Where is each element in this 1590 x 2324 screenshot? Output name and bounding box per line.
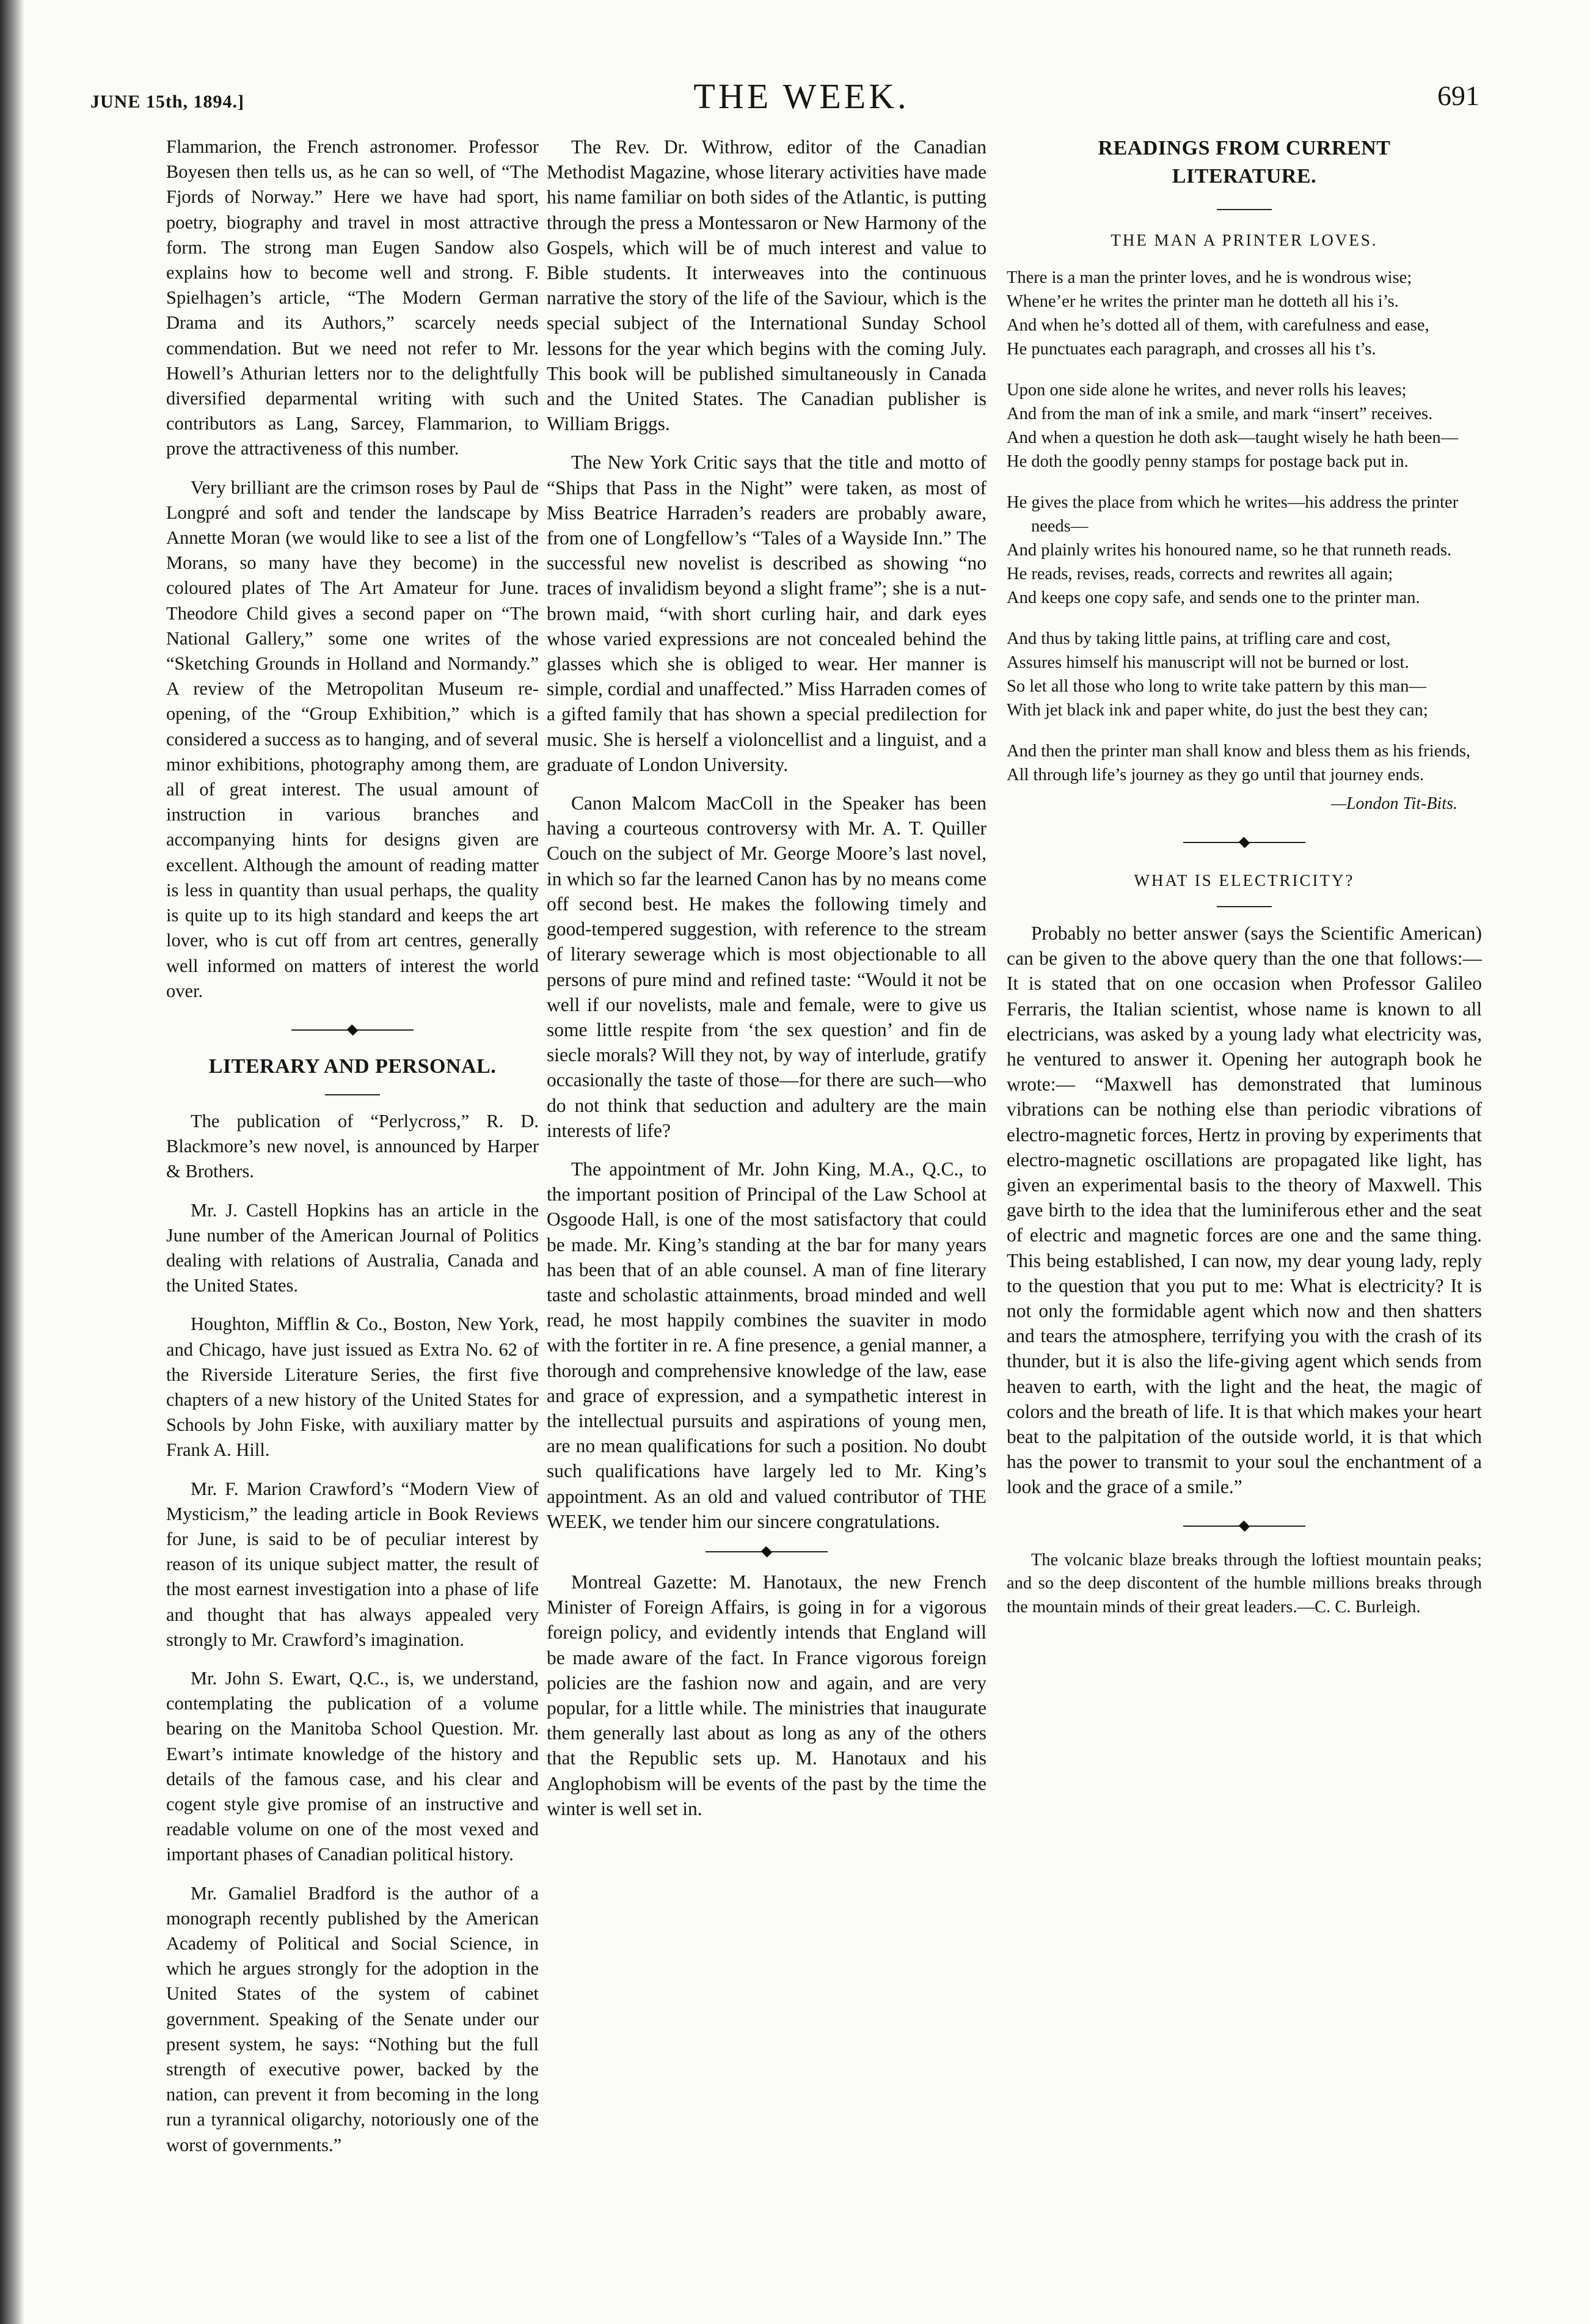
poem-line: He doth the goodly penny stamps for postage back put in. bbox=[1007, 452, 1409, 471]
section-title-readings bbox=[1007, 134, 1482, 191]
issue-date: JUNE 15th, 1894.] bbox=[90, 92, 245, 112]
news-item: The appointment of Mr. John King, M.A., Q.C., to the important position of Principal of the Law School at Osgoode Hall, is one of the most satisfactory that could be made. Mr. King’s standing at the bar for many years has been that of an able counsel. A man of fine literary taste and scholastic attainments, broad minded and well read, he most happily combines the suaviter in modo with the fortiter in re. A fine presence, a genial manner, a thorough and comprehensive knowledge of the law, ease and grace of expression, and a sympathetic interest in the intellectual pursuits and aspirations of young men, are no mean qualifications for such a position. No doubt such qualifications have largely led to Mr. King’s appointment. As an old and valued contributor of THE WEEK, we tender him our sincere congratulations. bbox=[547, 1158, 986, 1532]
news-item: Canon Malcom MacColl in the Speaker has been having a courteous controversy with Mr. A. T. Quiller Couch on the subject of Mr. George Moore’s last novel, in which so far the learned Canon has by no means come off second best. He makes the following timely and good-tempered suggestion, with reference to the stream of literary sewerage which is most objectionable to all persons of pure mind and refined taste: “Would it not be well if our novelists, male and female, were to give us some little respite from ‘the sex question’ and fin de siecle morals? Will they not, by way of interlude, gratify occasionally the taste of those—for there are such—who do not think that seduction and adultery are the main interests of life? bbox=[547, 792, 986, 1141]
poem-line: All through life’s journey as they go until that journey ends. bbox=[1007, 766, 1424, 784]
poem-stanza bbox=[1007, 627, 1482, 722]
page-number: 691 bbox=[1437, 80, 1479, 111]
poem-line: And then the printer man shall know and bless them as his friends, bbox=[1007, 742, 1471, 761]
poem-line: He reads, revises, reads, corrects and rewrites all again; bbox=[1007, 565, 1393, 583]
column-middle bbox=[547, 134, 986, 1835]
news-item: Mr. F. Marion Crawford’s “Modern View of Mysticism,” the leading article in Book Reviews for June, is said to be of peculiar interest by reason of its unique subject matter, the result of the most earnest investigation into a phase of life and thought that has always appealed very strongly to Mr. Crawford’s imagination. bbox=[166, 1478, 539, 1650]
section-divider-ornament bbox=[1007, 838, 1482, 847]
masthead-title: THE WEEK. bbox=[693, 76, 910, 116]
section-divider-ornament bbox=[547, 1548, 986, 1556]
column-left bbox=[166, 134, 539, 2171]
column-right bbox=[1007, 134, 1482, 1632]
poem-line: There is a man the printer loves, and he is wondrous wise; bbox=[1007, 268, 1412, 287]
news-item: Mr. Gamaliel Bradford is the author of a monograph recently published by the American Academy of Political and Social Science, in which he argues strongly for the adoption in the United States of the system of cabinet government. Speaking of the Senate under our present system, he says: “Nothing but the full strength of executive power, backed by the nation, can prevent it from becoming in the long run a tyrannical oligarchy, notoriously one of the worst of governments.” bbox=[166, 1882, 539, 2155]
news-item: Mr. J. Castell Hopkins has an article in the June number of the American Journal of Politics dealing with relations of Australia, Canada and the United States. bbox=[166, 1199, 539, 1296]
poem-line: And from the man of ink a smile, and mark “insert” receives. bbox=[1007, 404, 1433, 423]
poem-line: He gives the place from which he writes—his address the printer needs— bbox=[1007, 493, 1459, 536]
section-title-line: READINGS FROM CURRENT bbox=[1098, 137, 1391, 159]
news-item: Mr. John S. Ewart, Q.C., is, we understand, contemplating the publication of a volume bearing on the Manitoba School Question. Mr. Ewart’s intimate knowledge of the history and details of the famous case, and his clear and cogent style give promise of an instructive and readable volume on one of the most vexed and important phases of Canadian political history. bbox=[166, 1667, 539, 1865]
section-divider-ornament bbox=[1007, 1522, 1482, 1530]
poem-line: Whene’er he writes the printer man he dotteth all his i’s. bbox=[1007, 292, 1399, 311]
poem-stanza bbox=[1007, 739, 1482, 787]
article-paragraph: Probably no better answer (says the Scientific American) can be given to the above query than the one that follows:— It is stated that on one occasion when Professor Galileo Ferraris, the Italian scientist, whose name is known to all electricians, was asked by a young lady what electricity was, he ventured to answer it. Opening her autograph book he wrote:— “Maxwell has demonstrated that luminous vibrations can be nothing else than periodic vibrations of electro-magnetic forces, Hertz in proving by experiments that electro-magnetic oscillations are propagated like light, has given an experimental basis to the theory of Maxwell. This gave birth to the idea that the luminiferous ether and the seat of electric and magnetic forces are one and the same thing. This being established, I can now, my dear young lady, reply to the question that you put to me: What is electricity? It is not only the formidable agent which now and then shatters and tears the atmosphere, terrifying you with the crash of its thunder, but it is also the life-giving agent which sends from heaven to earth, with the light and the heat, the magic of colors and the breath of life. It is that which makes your heart beat to the palpitation of the outside world, it is that which has the power to transmit to your soul the enchantment of a look and the grace of a smile.” bbox=[1007, 923, 1482, 1498]
poem-line: Upon one side alone he writes, and never rolls his leaves; bbox=[1007, 381, 1407, 400]
closing-quote: The volcanic blaze breaks through the loftiest mountain peaks; and so the deep discontent of the humble millions breaks through the mountain minds of their great leaders.—C. C. Burleigh. bbox=[1007, 1550, 1482, 1617]
news-item: Houghton, Mifflin & Co., Boston, New York, and Chicago, have just issued as Extra No. 62 of the Riverside Literature Series, the first five chapters of a new history of the United States for Schools by John Fiske, with auxiliary matter by Frank A. Hill. bbox=[166, 1314, 539, 1461]
poem-line: And when he’s dotted all of them, with carefulness and ease, bbox=[1007, 316, 1429, 335]
section-title-literary-personal: LITERARY AND PERSONAL. bbox=[208, 1054, 497, 1078]
article-paragraph: Very brilliant are the crimson roses by Paul de Longpré and soft and tender the landscape by Annette Moran (we would like to see a list of the Morans, so many have they become) in the coloured plates of The Art Amateur for June. Theodore Child gives a second paper on “The National Gallery,” some one writes of the “Sketching Grounds in Holland and Normandy.” A review of the Metropolitan Museum re-opening, of the “Group Exhibition,” which is considered a success as to hanging, and of several minor exhibitions, photography among them, are all of great interest. The usual amount of instruction in various branches and accompanying hints for designs given are excellent. Although the amount of reading matter is less in quantity than usual perhaps, the quality is quite up to its high standard and keeps the art lover, who is cut off from art centres, generally well informed on matters of interest the world over. bbox=[166, 477, 539, 1001]
section-divider-ornament bbox=[166, 1026, 539, 1034]
poem-line: And thus by taking little pains, at trifling care and cost, bbox=[1007, 629, 1391, 648]
poem-line: And when a question he doth ask—taught wisely he hath been— bbox=[1007, 428, 1459, 447]
poem-line: And plainly writes his honoured name, so he that runneth reads. bbox=[1007, 541, 1452, 560]
poem-line: And keeps one copy safe, and sends one to the printer man. bbox=[1007, 588, 1420, 607]
section-title-line: LITERATURE. bbox=[1172, 165, 1317, 188]
article-title-electricity: WHAT IS ELECTRICITY? bbox=[1134, 871, 1355, 890]
poem-source: —London Tit-Bits. bbox=[1331, 794, 1457, 813]
binding-gutter bbox=[0, 0, 24, 2324]
short-rule bbox=[1217, 906, 1272, 907]
short-rule bbox=[325, 1094, 380, 1095]
short-rule bbox=[1217, 209, 1272, 210]
poem-line: With jet black ink and paper white, do just the best they can; bbox=[1007, 701, 1428, 720]
poem-stanza bbox=[1007, 491, 1482, 610]
poem-title: THE MAN A PRINTER LOVES. bbox=[1110, 231, 1378, 249]
poem-stanza bbox=[1007, 378, 1482, 473]
poem-line: So let all those who long to write take pattern by this man— bbox=[1007, 677, 1427, 696]
news-item: The Rev. Dr. Withrow, editor of the Canadian Methodist Magazine, whose literary activities have made his name familiar on both sides of the Atlantic, is putting through the press a Montessaron or New Harmony of the Gospels, which will be of much interest and value to Bible students. It interweaves into the continuous narrative the story of the life of the Saviour, which is the special subject of the International Sunday School lessons for the year which begins with the coming July. This book will be published simultaneously in Canada and the United States. The Canadian publisher is William Briggs. bbox=[547, 136, 986, 435]
news-item: The publication of “Perlycross,” R. D. Blackmore’s new novel, is announced by Harper & Brothers. bbox=[166, 1110, 539, 1182]
poem-line: He punctuates each paragraph, and crosses all his t’s. bbox=[1007, 340, 1376, 359]
poem-line: Assures himself his manuscript will not be burned or lost. bbox=[1007, 653, 1409, 672]
poem-stanza bbox=[1007, 266, 1482, 361]
news-item: The New York Critic says that the title and motto of “Ships that Pass in the Night” were taken, as most of Miss Beatrice Harraden’s readers are probably aware, from one of Longfellow’s “Tales of a Wayside Inn.” The successful new novelist is described as showing “no traces of invalidism beyond a slight frame”; she is a nut-brown maid, “with short curling hair, and dark eyes whose varied expressions are not concealed behind the glasses which she is obliged to wear. Her manner is simple, cordial and unaffected.” Miss Harraden comes of a gifted family that has shown a special predilection for music. She is herself a violoncellist and a linguist, and a graduate of London University. bbox=[547, 451, 986, 775]
news-item: Montreal Gazette: M. Hanotaux, the new French Minister of Foreign Affairs, is going in for a vigorous foreign policy, and evidently intends that England will be made aware of the fact. In France vigorous foreign policies are the fashion now and again, and are very popular, for a little while. The ministries that inaugurate them generally last about as long as any of the others that the Republic sets up. M. Hanotaux and his Anglophobism will be events of the past by the time the winter is well set in. bbox=[547, 1571, 986, 1819]
article-paragraph: Flammarion, the French astronomer. Professor Boyesen then tells us, as he can so well, of “The Fjords of Norway.” Here we have had sport, poetry, biography and travel in most attractive form. The strong man Eugen Sandow also explains how to become well and strong. F. Spielhagen’s article, “The Modern German Drama and its Authors,” scarcely needs commendation. But we need not refer to Mr. Howell’s Athurian letters nor to the delightfully diversified deparmental writing with such contributors as Lang, Sarcey, Flammarion, to prove the attractiveness of this number. bbox=[166, 136, 539, 459]
